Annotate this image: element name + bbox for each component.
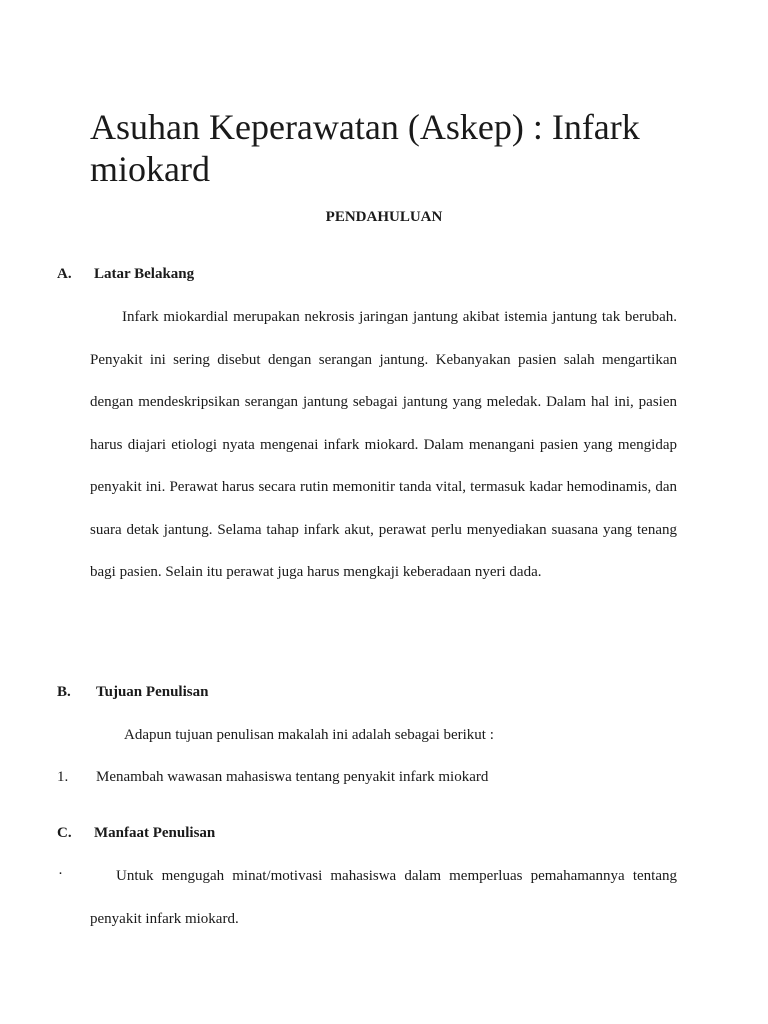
bullet-marker: ·: [58, 866, 63, 882]
section-a-paragraph: Infark miokardial merupakan nekrosis jaringan jantung akibat istemia jantung tak berubah. Penyakit ini sering disebut dengan serangan jantung. Kebanyakan pasien salah mengartikan dengan mendeskripsikan serangan jantung sebagai jantung yang meledak. Dalam hal ini, pasien harus diajari etiologi nyata mengenai infark miokard. Dalam menangani pasien yang mengidap penyakit ini. Perawat harus secara rutin memonitir tanda vital, termasuk kadar hemodinamis, dan suara detak jantung. Selama tahap infark akut, perawat perlu menyediakan suasana yang tenang bagi pasien. Selain itu perawat juga harus mengkaji keberadaan nyeri dada.: [90, 309, 677, 580]
section-b-heading: Tujuan Penulisan: [96, 684, 209, 700]
document-title: Asuhan Keperawatan (Askep) : Infark miokard: [90, 107, 640, 189]
intro-heading: PENDAHULUAN: [325, 209, 443, 225]
section-a-marker: A.: [57, 266, 72, 282]
bullet-paragraph: Untuk mengugah minat/motivasi mahasiswa dalam memperluas pemahamannya tentang penyakit infark miokard.: [90, 868, 677, 927]
section-c-marker: C.: [57, 825, 72, 841]
list-item: Menambah wawasan mahasiswa tentang penyakit infark miokard: [96, 769, 489, 785]
section-b-marker: B.: [57, 684, 71, 700]
section-a-heading: Latar Belakang: [94, 266, 195, 282]
section-c-heading: Manfaat Penulisan: [94, 825, 216, 841]
section-b-intro: Adapun tujuan penulisan makalah ini adalah sebagai berikut :: [124, 727, 494, 743]
list-item-marker: 1.: [57, 769, 69, 785]
